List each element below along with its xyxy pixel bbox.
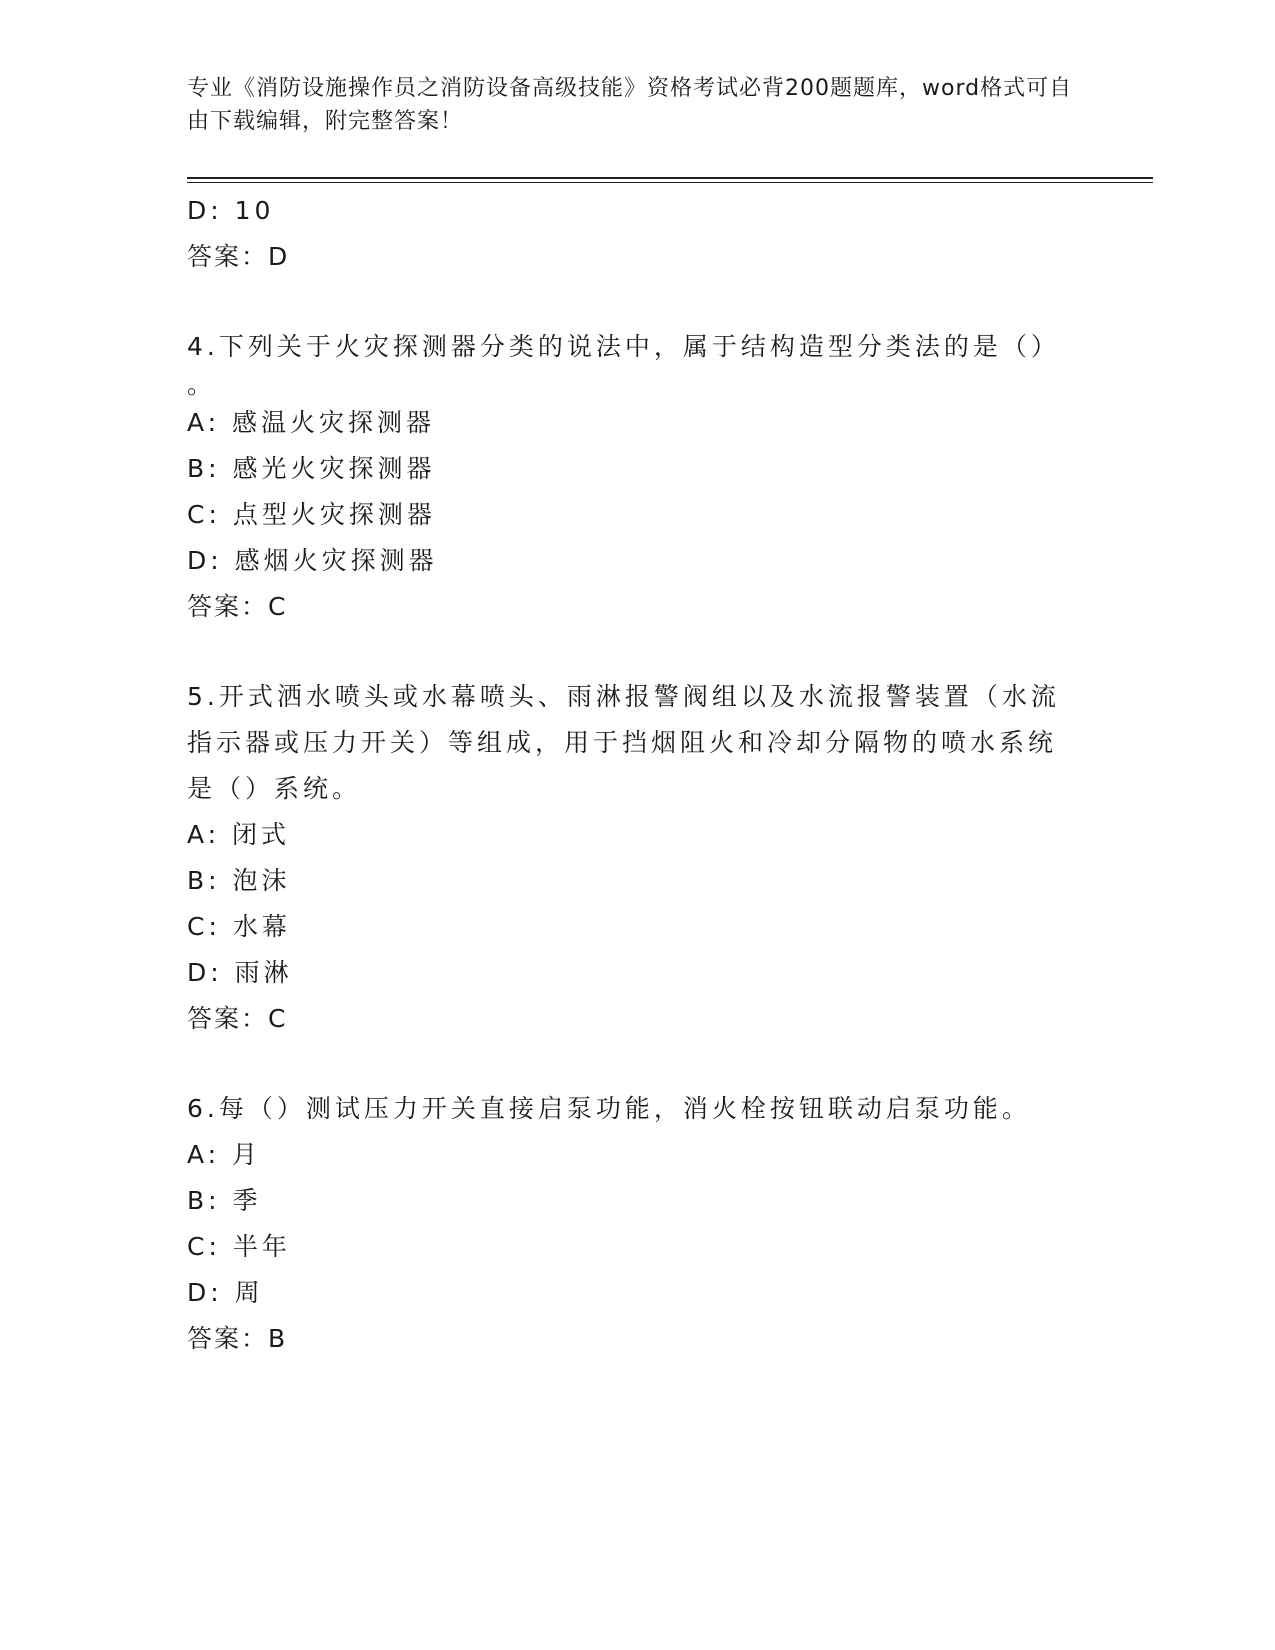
- question-6: [187, 1086, 1087, 1362]
- answer: 答案：B: [187, 1324, 288, 1353]
- document-body: [187, 188, 1087, 1362]
- question-stem-line: 指示器或压力开关）等组成，用于挡烟阻火和冷却分隔物的喷水系统: [187, 728, 1058, 757]
- option-d: D: 周: [187, 1278, 264, 1307]
- option-d: D: 雨淋: [187, 958, 293, 987]
- header-rule-thin: [187, 182, 1153, 183]
- option-a: A: 月: [187, 1140, 262, 1169]
- question-stem: 4.下列关于火灾探测器分类的说法中，属于结构造型分类法的是（）: [187, 332, 1060, 361]
- option-b: B: 感光火灾探测器: [187, 454, 436, 483]
- question-5: [187, 674, 1087, 1042]
- option-d: D: 10: [187, 196, 275, 225]
- answer: 答案：C: [187, 1004, 288, 1033]
- option-c: C: 半年: [187, 1232, 291, 1261]
- option-a: A: 闭式: [187, 820, 291, 849]
- question-stem-tail: 。: [187, 370, 217, 399]
- option-a: A: 感温火灾探测器: [187, 408, 436, 437]
- document-header: 专业《消防设施操作员之消防设备高级技能》资格考试必背200题题库，word格式可自由下载编辑，附完整答案！: [187, 76, 1073, 134]
- answer: 答案：C: [187, 592, 288, 621]
- question-3: [187, 188, 1087, 280]
- question-stem-line: 5.开式洒水喷头或水幕喷头、雨淋报警阀组以及水流报警装置（水流: [187, 682, 1060, 711]
- option-c: C: 水幕: [187, 912, 291, 941]
- option-b: B: 泡沫: [187, 866, 291, 895]
- option-c: C: 点型火灾探测器: [187, 500, 436, 529]
- option-b: B: 季: [187, 1186, 262, 1215]
- question-stem-line: 是（）系统。: [187, 774, 362, 803]
- question-4: [187, 324, 1087, 630]
- header-rule-thick: [187, 177, 1153, 179]
- answer: 答案：D: [187, 242, 290, 271]
- question-stem: 6.每（）测试压力开关直接启泵功能，消火栓按钮联动启泵功能。: [187, 1094, 1031, 1123]
- option-d: D: 感烟火灾探测器: [187, 546, 438, 575]
